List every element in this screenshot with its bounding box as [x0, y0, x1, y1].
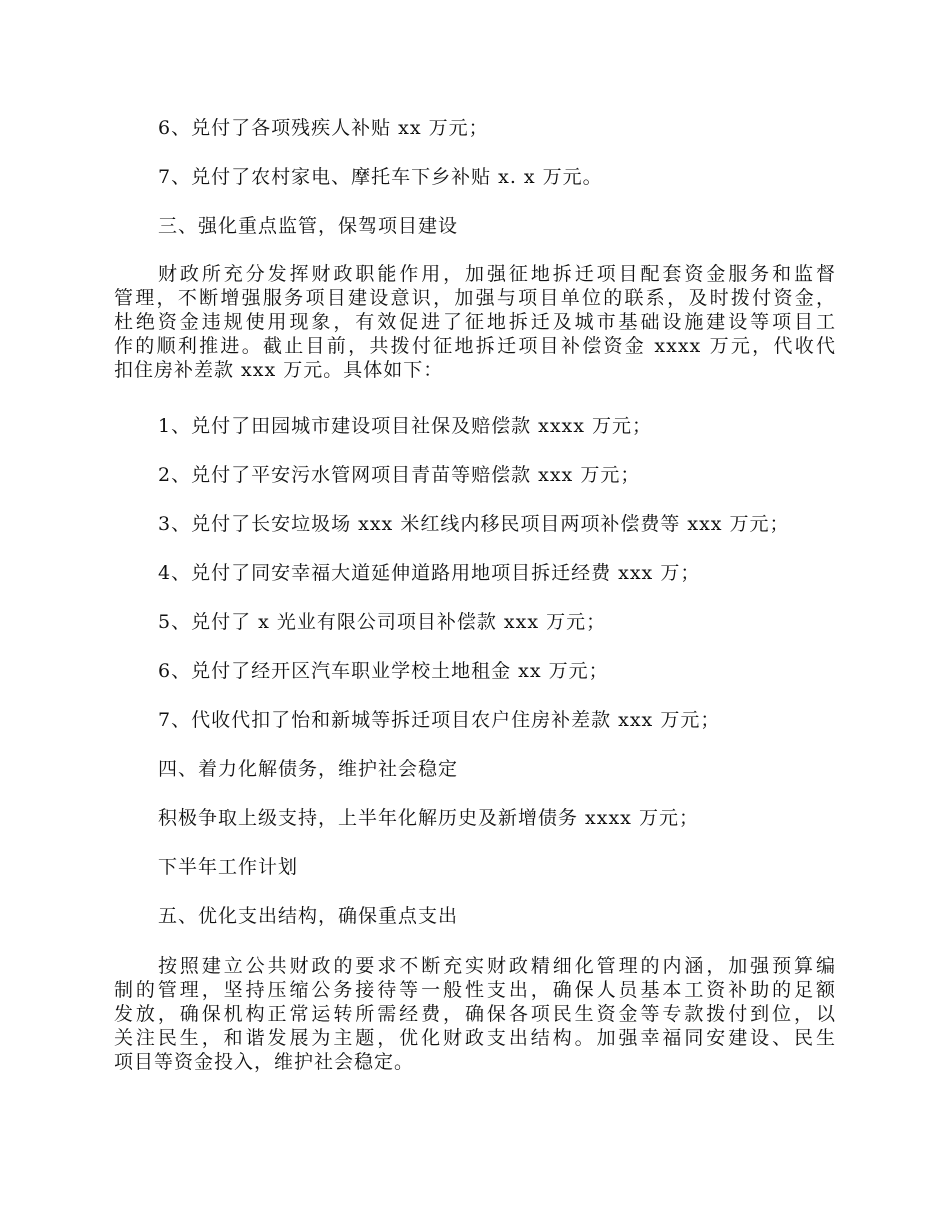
item-disability-subsidy: 6、兑付了各项残疾人补贴 xx 万元； [158, 117, 489, 139]
paragraph-line: 项目等资金投入，维护社会稳定。 [114, 1051, 415, 1073]
paragraph-line: 关注民生，和谐发展为主题，优化财政支出结构。加强幸福同安建设、民生 [114, 1027, 836, 1049]
debt-resolution-line: 积极争取上级支持，上半年化解历史及新增债务 xxxx 万元； [158, 807, 699, 829]
paragraph-expenditure [114, 954, 836, 1074]
list-item-5: 5、兑付了 x 光业有限公司项目补偿款 xxx 万元； [158, 611, 607, 633]
paragraph-supervision [114, 262, 836, 382]
list-item-7: 7、代收代扣了怡和新城等拆迁项目农户住房补差款 xxx 万元； [158, 709, 721, 731]
paragraph-line: 财政所充分发挥财政职能作用，加强征地拆迁项目配套资金服务和监督 [158, 263, 836, 285]
list-item-3: 3、兑付了长安垃圾场 xxx 米红线内移民项目两项补偿费等 xxx 万元； [158, 513, 790, 535]
list-item-2: 2、兑付了平安污水管网项目青苗等赔偿款 xxx 万元； [158, 464, 641, 486]
list-item-1: 1、兑付了田园城市建设项目社保及赔偿款 xxxx 万元； [158, 415, 653, 437]
paragraph-line: 发放，确保机构正常运转所需经费，确保各项民生资金等专款拨付到位，以 [114, 1003, 836, 1025]
paragraph-line: 制的管理，坚持压缩公务接待等一般性支出，确保人员基本工资补助的足额 [114, 979, 836, 1001]
section-heading-3: 三、强化重点监管，保驾项目建设 [158, 215, 459, 237]
item-rural-appliance-subsidy: 7、兑付了农村家电、摩托车下乡补贴 x. x 万元。 [158, 166, 603, 188]
paragraph-line: 按照建立公共财政的要求不断充实财政精细化管理的内涵，加强预算编 [158, 955, 836, 977]
section-heading-4: 四、着力化解债务，维护社会稳定 [158, 758, 459, 780]
paragraph-line: 扣住房补差款 xxx 万元。具体如下： [114, 359, 444, 381]
section-heading-5: 五、优化支出结构，确保重点支出 [158, 905, 459, 927]
list-item-6: 6、兑付了经开区汽车职业学校土地租金 xx 万元； [158, 660, 609, 682]
paragraph-line: 管理，不断增强服务项目建设意识，加强与项目单位的联系，及时拨付资金， [114, 287, 836, 309]
plan-heading: 下半年工作计划 [158, 856, 299, 878]
paragraph-line: 作的顺利推进。截止目前，共拨付征地拆迁项目补偿资金 xxxx 万元，代收代 [114, 335, 836, 357]
list-item-4: 4、兑付了同安幸福大道延伸道路用地项目拆迁经费 xxx 万； [158, 562, 701, 584]
paragraph-line: 杜绝资金违规使用现象，有效促进了征地拆迁及城市基础设施建设等项目工 [114, 311, 836, 333]
